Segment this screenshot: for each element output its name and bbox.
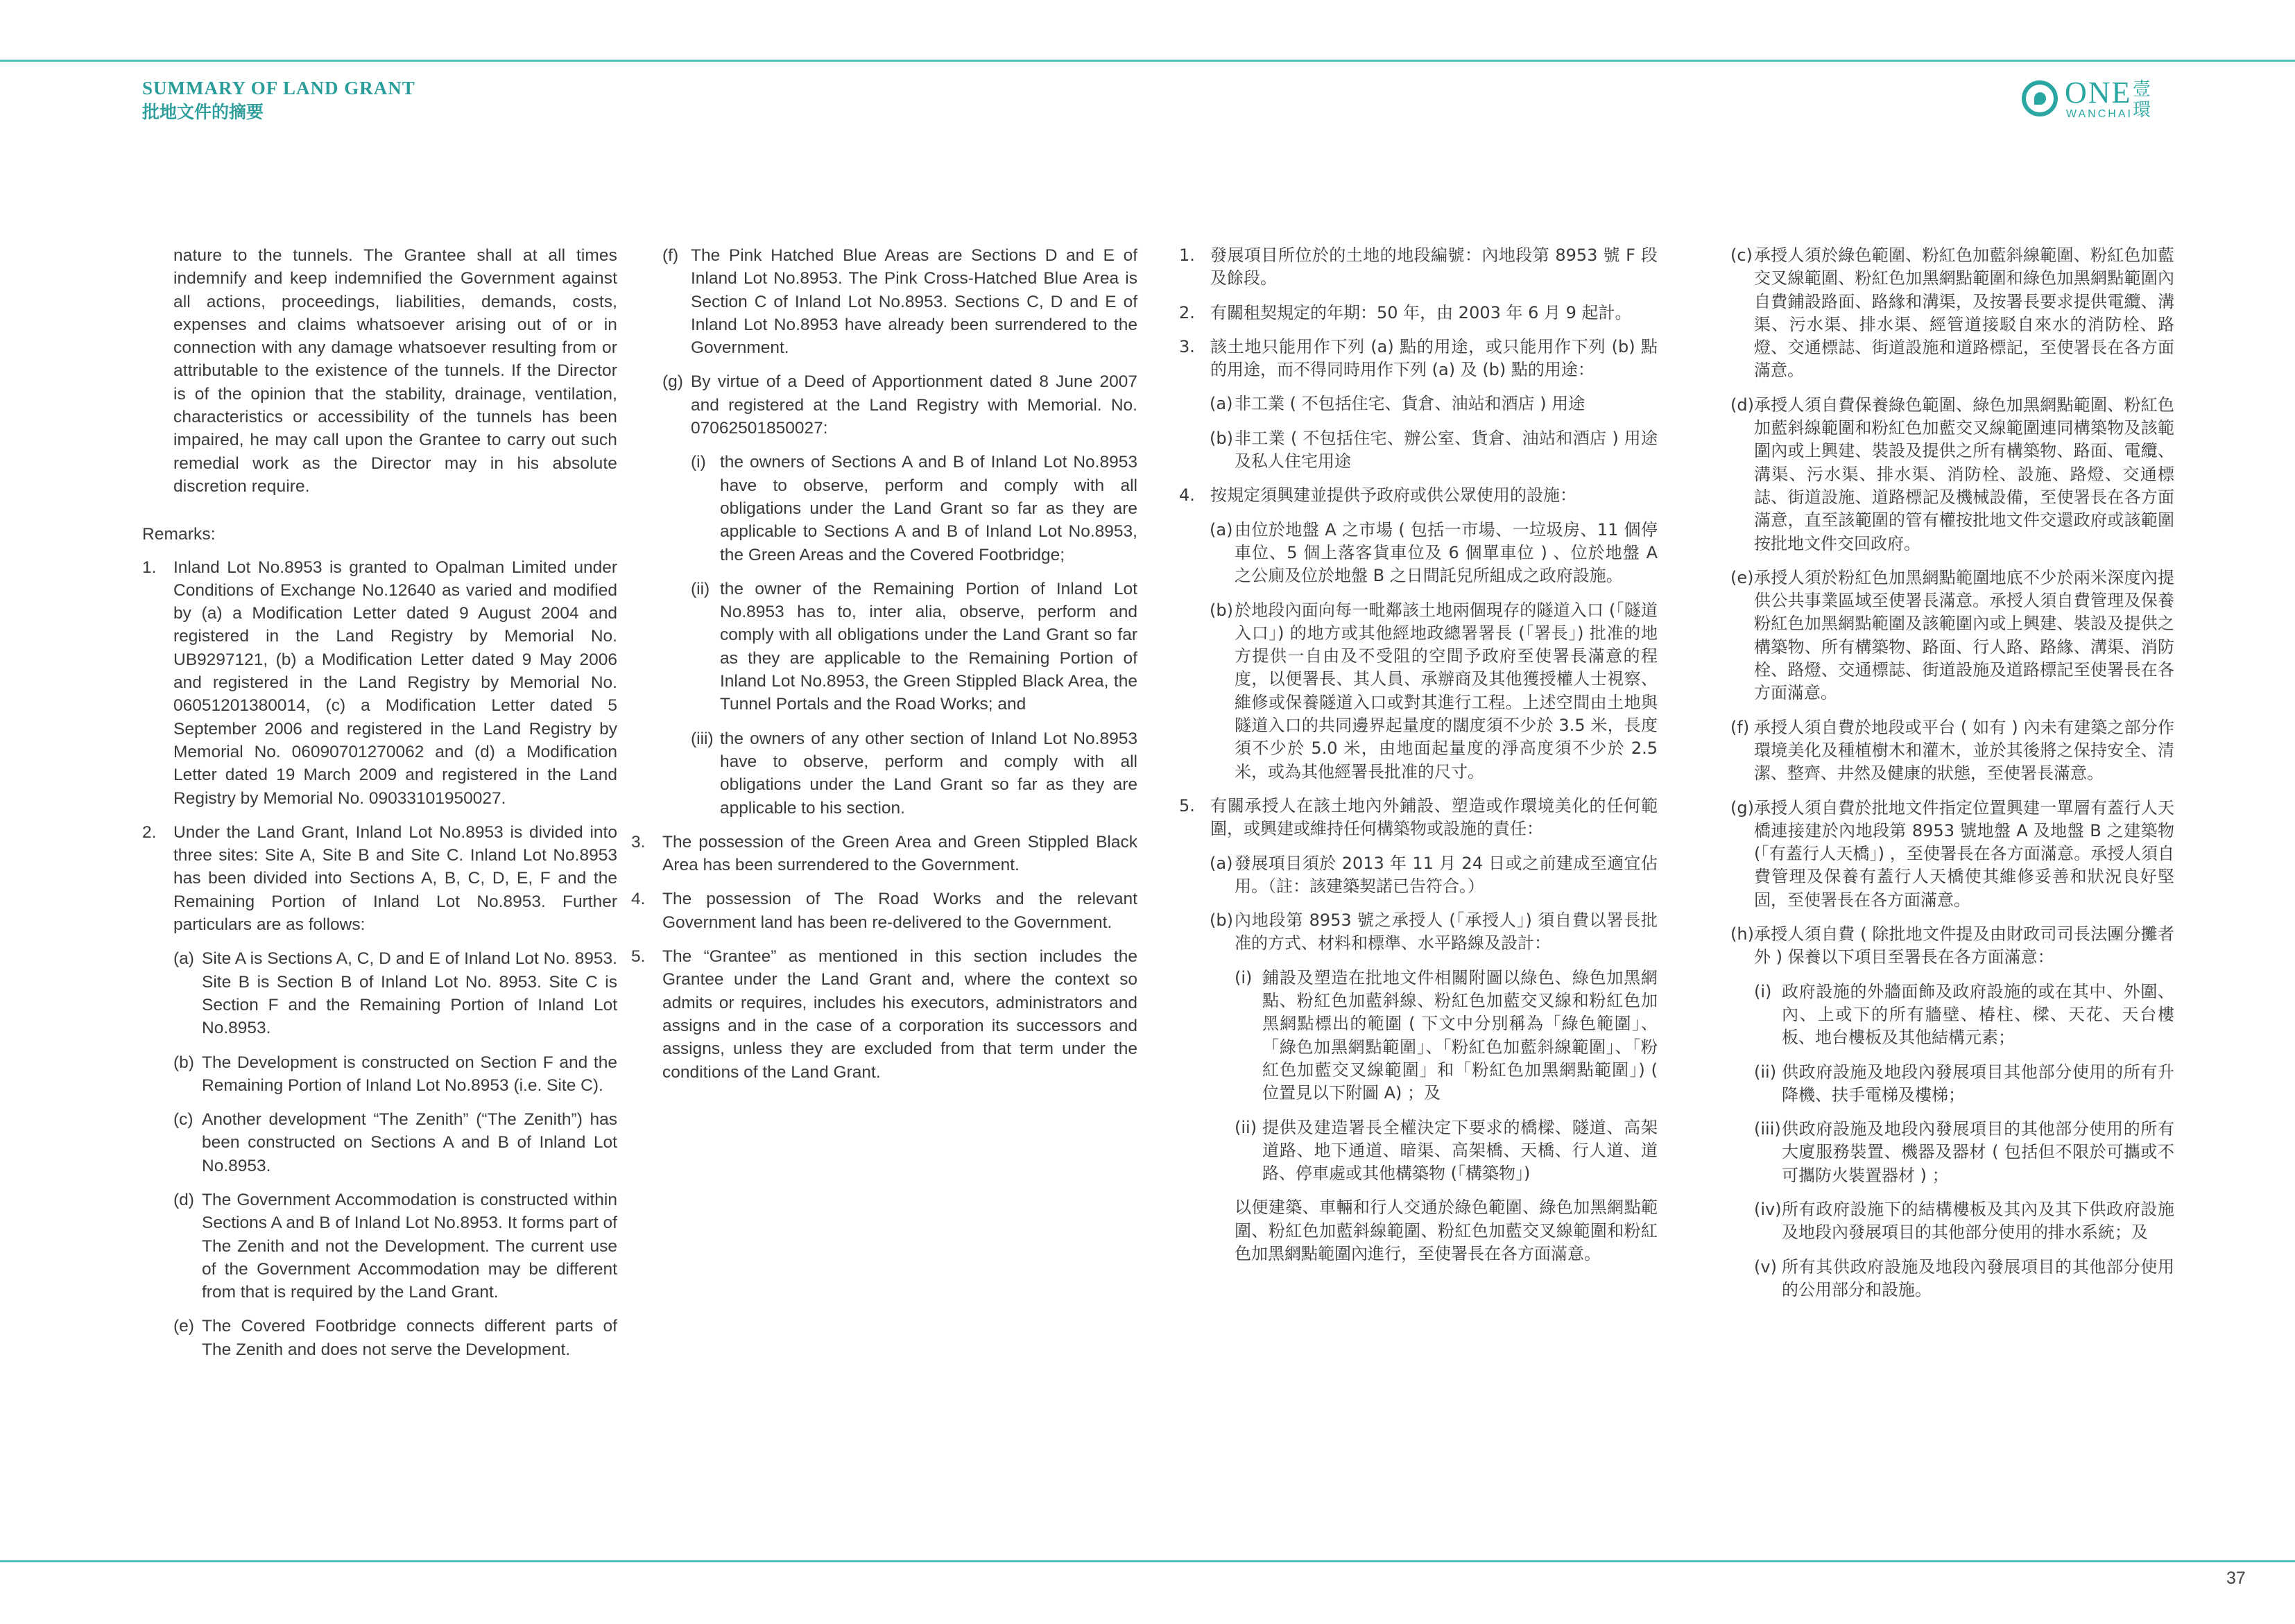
zh-sub-label: (h) [1730,924,1754,944]
column-2 [631,244,1137,1095]
zh-item-5e [1730,567,2174,705]
remark-4 [631,888,1137,934]
remark-text: The possession of The Road Works and the relevant Government land has been re-delivered to the Government. [662,890,1137,932]
remark-text: Under the Land Grant, Inland Lot No.8953 is divided into three sites: Site A, Site B and Site C. Inland Lot No.8953 has been divided into Sections A, B, C, D, E, F and the Remaining Portion of Inland Lot No.8953. Further particulars are as follows: [173,822,617,935]
zh-item-label: 4. [1179,485,1195,506]
zh-item-3b [1179,427,1658,474]
zh-sub-label: (iii) [1754,1119,1781,1139]
sub-text: By virtue of a Deed of Apportionment dated 8 June 2007 and registered at the Land Registry with Memorial. No. 07062501850027: [691,372,1137,438]
zh-sub-label: (iv) [1754,1199,1782,1219]
zh-sub-text: 承授人須自費於批地文件指定位置興建一單層有蓋行人天橋連接建於內地段第 8953 號地盤 A 及地盤 B 之建築物 (「有蓋行人天橋」) ，至使署長在各方面滿意。承授人須自費管理及保養有蓋行人天橋使其維修妥善和狀況良好堅固，至使署長在各方面滿意。 [1754,797,2174,910]
sub-label: (f) [662,246,679,265]
zh-sub-text: 承授人須於粉紅色加黑網點範圍地底不少於兩米深度內提供公共事業區域至使署長滿意。承授人須自費管理及保養粉紅色加黑網點範圍及該範圍內或上興建、裝設及提供之構築物、所有構築物、路面、行人路、路緣、溝渠、消防栓、路燈、交通標誌、街道設施及道路標記至使署長在各方面滿意。 [1754,567,2174,703]
zh-item-5h-iii [1730,1118,2174,1187]
remark-label: 3. [631,832,646,852]
zh-item-5b [1179,909,1658,956]
sub-text: the owners of Sections A and B of Inland Lot No.8953 have to observe, perform and comply with all obligations under the Land Grant so far as they are applicable to Sections A and B of Inland Lot No.8953, the Green Areas and the Covered Footbridge; [720,453,1137,564]
remark-2c [142,1108,617,1177]
sub-text: The Government Accommodation is constructed within Sections A and B of Inland Lot No.8953. It forms part of The Zenith and not the Development. The current use of the Government Accommodation may be different from that is required by the Land Grant. [202,1190,617,1302]
remark-label: 5. [631,947,646,967]
zh-sub-label: (a) [1210,853,1233,873]
logo-ring-icon [2022,80,2058,116]
zh-item-5d [1730,394,2174,555]
remark-2e [142,1315,617,1361]
sub-text: Another development “The Zenith” (“The Zenith”) has been constructed on Sections A and B of Inland Lot No.8953. [202,1110,617,1175]
sub-text: The Development is constructed on Section F and the Remaining Portion of Inland Lot No.8953 (i.e. Site C). [202,1053,617,1095]
logo-one-text: ONE [2065,76,2132,110]
zh-item-4 [1179,484,1658,507]
zh-item-5h-ii [1730,1061,2174,1107]
zh-sub-text: 非工業 ( 不包括住宅、辦公室、貨倉、油站和酒店 ) 用途及私人住宅用途 [1235,428,1658,472]
zh-sub-label: (b) [1210,428,1233,448]
remark-2d [142,1189,617,1304]
section-title-en: SUMMARY OF LAND GRANT [142,78,415,98]
zh-item-5a [1179,852,1658,899]
zh-item-label: 3. [1179,336,1195,356]
zh-sub-label: (g) [1730,797,1754,818]
zh-item-4b [1179,599,1658,784]
sub-label: (c) [173,1110,194,1130]
sub-text: the owner of the Remaining Portion of Inland Lot No.8953 has to, inter alia, observe, perform and comply with all obligations under the Land Grant so far as they are applicable to the Remaining Portion of Inland Lot No.8953, the Green Stippled Black Area, the Tunnel Portals and the Road Works; and [720,579,1137,714]
logo-zh-text: 壹環 [2133,79,2151,121]
sub-label: (d) [173,1190,194,1209]
remark-2a [142,947,617,1039]
zh-item-5b-i [1179,967,1658,1105]
page-number: 37 [2226,1569,2246,1588]
zh-item-text: 該土地只能用作下列 (a) 點的用途，或只能用作下列 (b) 點的用途，而不得同時用作下列 (a) 及 (b) 點的用途： [1210,336,1658,380]
zh-item-5c [1730,244,2174,383]
zh-item-5b-ii [1179,1116,1658,1186]
zh-item-text: 有關租契規定的年期：50 年，由 2003 年 6 月 9 起計。 [1210,302,1632,322]
header-rule [0,60,2295,62]
remark-1 [142,556,617,810]
sub-label: (e) [173,1317,194,1336]
sub-label: (i) [691,453,706,472]
zh-sub-label: (ii) [1235,1117,1257,1137]
zh-sub-label: (a) [1210,519,1233,539]
zh-sub-label: (b) [1210,600,1233,620]
remark-label: 2. [142,822,157,842]
remark-2g-ii [631,578,1137,716]
zh-item-5h-v [1730,1256,2174,1302]
zh-item-5g [1730,797,2174,912]
zh-sub-text: 所有政府設施下的結構樓板及其內及其下供政府設施及地段內發展項目的其他部分使用的排水系統；及 [1782,1199,2174,1243]
remark-2b [142,1051,617,1098]
remark-5 [631,945,1137,1084]
zh-item-text: 有關承授人在該土地內外鋪設、塑造或作環境美化的任何範圍，或興建或維持任何構築物或設施的責任： [1210,795,1658,839]
zh-item-3 [1179,336,1658,382]
zh-sub-text: 承授人須於綠色範圍、粉紅色加藍斜線範圍、粉紅色加藍交叉線範圍、粉紅色加黑網點範圍和綠色加黑網點範圍內自費鋪設路面、路緣和溝渠，及按署長要求提供電纜、溝渠、污水渠、排水渠、經管道接駁自來水的消防栓、路燈、交通標誌、街道設施和道路標記，至使署長在各方面滿意。 [1754,245,2174,381]
zh-item-1 [1179,244,1658,291]
zh-sub-text: 供政府設施及地段內發展項目的其他部分使用的所有大廈服務裝置、機器及器材 ( 包括但不限於可攜或不可攜防火裝置器材 ) ； [1782,1119,2174,1185]
zh-item-label: 1. [1179,245,1195,265]
zh-item-4a [1179,519,1658,588]
remark-text: Inland Lot No.8953 is granted to Opalman Limited under Conditions of Exchange No.12640 as varied and modified by (a) a Modification Letter dated 9 August 2004 and registered in the Land Registry by Memorial No. UB9297121, (b) a Modification Letter dated 9 May 2006 and registered in the Land Registry by Memorial No. 06051201380014, (c) a Modification Letter dated 5 September 2006 and registered in the Land Registry by Memorial No. 06090701270062 and (d) a Modification Letter dated 19 March 2009 and registered in the Land Registry by Memorial No. 09033101950027. [173,558,617,808]
sub-label: (g) [662,372,683,392]
footer-rule [0,1560,2295,1562]
continuation-paragraph: nature to the tunnels. The Grantee shall at all times indemnify and keep indemnified the Government against all actions, proceedings, liabilities, demands, costs, expenses and claims whatsoever arising out of or in connection with any damage whatsoever resulting from or attributable to the existence of the tunnels. If the Director is of the opinion that the stability, drainage, ventilation, characteristics or accessibility of the tunnels has been impaired, he may call upon the Grantee to carry out such remedial work as the Director may in his absolute discretion require. [173,246,617,496]
zh-item-label: 2. [1179,302,1195,322]
zh-sub-text: 承授人須自費於地段或平台 ( 如有 ) 內未有建築之部分作環境美化及種植樹木和灌木，並於其後將之保持安全、清潔、整齊、井然及健康的狀態，至使署長滿意。 [1754,717,2174,784]
column-4 [1730,244,2174,1313]
zh-sub-text: 供政府設施及地段內發展項目其他部分使用的所有升降機、扶手電梯及樓梯； [1782,1062,2174,1105]
zh-item-text: 按規定須興建並提供予政府或供公眾使用的設施： [1210,485,1576,506]
sub-text: Site A is Sections A, C, D and E of Inland Lot No. 8953. Site B is Section B of Inland Lot No. 8953. Site C is Section F and the Remaining Portion of Inland Lot No.8953. [202,949,617,1038]
zh-item-5h [1730,923,2174,969]
remark-3 [631,831,1137,877]
zh-item-5f [1730,716,2174,786]
zh-item-5h-iv [1730,1198,2174,1245]
zh-item-5b-tail: 以便建築、車輛和行人交通於綠色範圍、綠色加黑網點範圍、粉紅色加藍斜線範圍、粉紅色加藍交叉線範圍和粉紅色加黑網點範圍內進行，至使署長在各方面滿意。 [1235,1198,1658,1263]
zh-sub-label: (e) [1730,567,1754,587]
zh-sub-text: 非工業 ( 不包括住宅、貨倉、油站和酒店 ) 用途 [1235,394,1585,414]
zh-sub-text: 承授人須自費 ( 除批地文件提及由財政司司長法團分攤者外 ) 保養以下項目至署長在各方面滿意： [1754,924,2174,967]
remark-2 [142,821,617,936]
sub-text: The Covered Footbridge connects different parts of The Zenith and does not serve the Development. [202,1317,617,1359]
zh-sub-label: (f) [1730,717,1750,737]
sub-text: the owners of any other section of Inland Lot No.8953 have to observe, perform and comply with all obligations under the Land Grant so far as they are applicable to his section. [720,729,1137,818]
zh-sub-text: 承授人須自費保養綠色範圍、綠色加黑網點範圍、粉紅色加藍斜線範圍和粉紅色加藍交叉線範圍連同構築物及該範圍內或上興建、裝設及提供之所有構築物、路面、電纜、溝渠、污水渠、排水渠、消防栓、設施、路燈、交通標誌、街道設施、道路標記及機械設備，至使署長在各方面滿意，直至該範圍的管有權按批地文件交還政府或該範圍按批地文件交回政府。 [1754,395,2174,553]
sub-text: The Pink Hatched Blue Areas are Sections D and E of Inland Lot No.8953. The Pink Cross-Hatched Blue Area is Section C of Inland Lot No.8953. Sections C, D and E of Inland Lot No.8953 have already been surrendered to the Government. [691,246,1137,358]
zh-sub-label: (c) [1730,245,1753,265]
column-3 [1179,244,1658,1275]
sub-label: (b) [173,1053,194,1072]
remark-text: The possession of the Green Area and Green Stippled Black Area has been surrendered to the Government. [662,832,1137,875]
remark-label: 4. [631,890,646,909]
remark-2f [631,244,1137,359]
sub-label: (iii) [691,729,714,748]
zh-sub-label: (ii) [1754,1062,1777,1082]
zh-sub-text: 鋪設及塑造在批地文件相關附圖以綠色、綠色加黑網點、粉紅色加藍斜線、粉紅色加藍交叉線和粉紅色加黑網點標出的範圍 ( 下文中分別稱為「綠色範圍」、「綠色加黑網點範圍」、「粉紅色加藍斜線範圍」、「粉紅色加藍交叉線範圍」和「粉紅色加黑網點範圍」) ( 位置見以下附圖 A) ；及 [1262,967,1658,1103]
zh-item-5h-i [1730,981,2174,1050]
zh-sub-text: 政府設施的外牆面飾及政府設施的或在其中、外圍、內、上或下的所有牆壁、椿柱、樑、天花、天台樓板、地台樓板及其他結構元素； [1782,981,2174,1048]
sub-label: (ii) [691,579,710,598]
logo-wanchai-text: WANCHAI [2066,108,2133,120]
remark-2g-iii [631,727,1137,820]
remark-2g [631,370,1137,440]
zh-sub-label: (v) [1754,1256,1777,1277]
section-title-zh: 批地文件的摘要 [142,102,264,122]
zh-sub-label: (d) [1730,395,1754,415]
one-wanchai-logo [2022,76,2167,125]
remark-text: The “Grantee” as mentioned in this section includes the Grantee under the Land Grant and, where the context so admits or requires, includes his executors, administrators and assigns and in the case of a corporation its successors and assigns, unless they are excluded from that term under the conditions of the Land Grant. [662,947,1137,1082]
zh-item-text: 發展項目所位於的土地的地段編號：內地段第 8953 號 F 段及餘段。 [1210,245,1658,288]
zh-sub-label: (b) [1210,910,1233,931]
zh-sub-label: (a) [1210,394,1233,414]
column-1 [142,244,617,1372]
zh-sub-text: 內地段第 8953 號之承授人 (「承授人」) 須自費以署長批准的方式、材料和標準、水平路線及設計： [1235,910,1658,953]
zh-item-2 [1179,302,1658,325]
remark-label: 1. [142,558,157,577]
sub-label: (a) [173,949,194,969]
zh-item-label: 5. [1179,795,1195,815]
zh-sub-label: (i) [1235,967,1253,987]
remark-2g-i [631,451,1137,566]
zh-sub-text: 發展項目須於 2013 年 11 月 24 日或之前建成至適宜佔用。（註：該建築契諾已告符合。） [1235,853,1658,896]
zh-sub-label: (i) [1754,981,1772,1001]
zh-sub-text: 由位於地盤 A 之市場 ( 包括一市場、一垃圾房、11 個停車位、5 個上落客貨車位及 6 個單車位 ) 、位於地盤 A 之公廁及位於地盤 B 之日間託兒所組成之政府設施。 [1235,519,1658,586]
zh-sub-text: 於地段內面向每一毗鄰該土地兩個現存的隧道入口 (「隧道入口」) 的地方或其他經地政總署署長 (「署長」) 批准的地方提供一自由及不受阻的空間予政府至使署長滿意的程度，以便署長、其人員、承辦商及其他獲授權人士視察、維修或保養隧道入口或對其進行工程。上述空間由土地與隧道入口的共同邊界起量度的闊度須不少於 3.5 米，長度須不少於 5.0 米，由地面起量度的淨高度須不少於 2.5 米，或為其他經署長批准的尺寸。 [1235,600,1658,781]
remarks-label: Remarks: [142,525,216,544]
zh-item-3a [1179,392,1658,415]
zh-sub-text: 提供及建造署長全權決定下要求的橋樑、隧道、高架道路、地下通道、暗渠、高架橋、天橋、行人道、道路、停車處或其他構築物 (「構築物」) [1262,1117,1658,1184]
zh-item-5 [1179,795,1658,841]
zh-sub-text: 所有其供政府設施及地段內發展項目的其他部分使用的公用部分和設施。 [1782,1256,2174,1299]
